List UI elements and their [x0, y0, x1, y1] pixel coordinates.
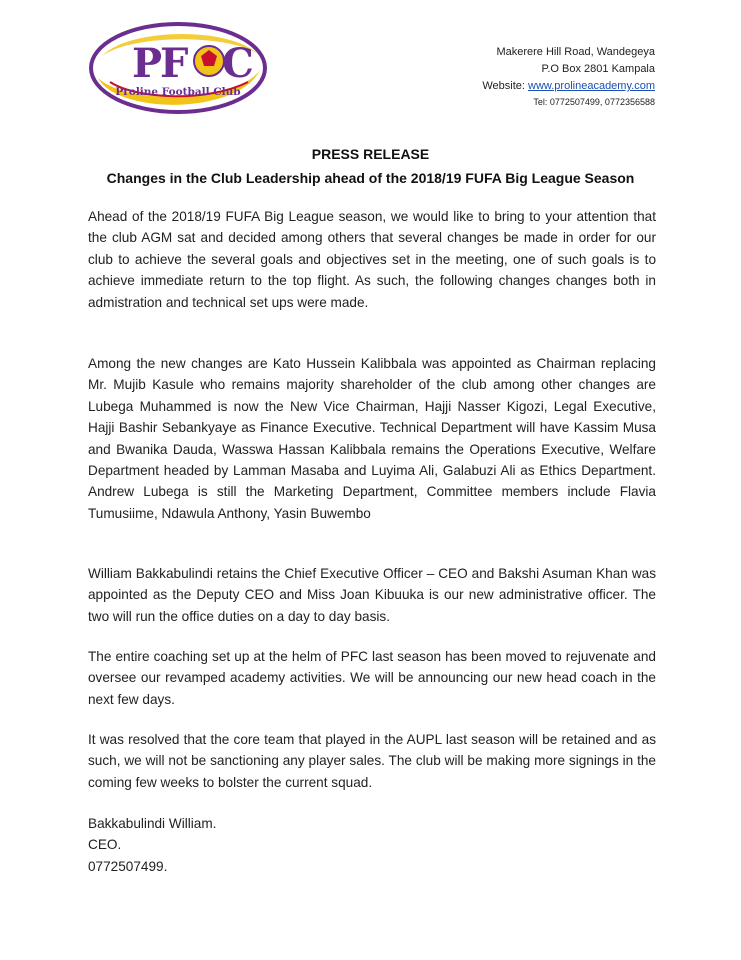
paragraph-1: Ahead of the 2018/19 FUFA Big League season, we would like to bring to your attention that the club AGM sat and decided among others that several changes be made in order for our club to achieve the several goals and objectives set in the meeting, one of such goals is to achieve immediate return to the top flight. As such, the following changes changes both in admistration and technical set ups were made.: [88, 209, 656, 310]
telephone-line: Tel: 0772507499, 0772356588: [533, 97, 655, 107]
contact-block: [482, 44, 655, 109]
club-logo: [88, 20, 268, 116]
address-line: Makerere Hill Road, Wandegeya: [496, 46, 655, 58]
signatory-role: CEO.: [88, 837, 122, 853]
signature-block: [88, 813, 216, 877]
paragraph-4: The entire coaching set up at the helm of PFC last season has been moved to rejuvenate and oversee our revamped academy activities. We will be announcing our new head coach in the next few days.: [88, 649, 656, 707]
press-release-title: PRESS RELEASE: [311, 146, 430, 162]
signatory-name: Bakkabulindi William.: [88, 816, 217, 831]
pobox-line: P.O Box 2801 Kampala: [541, 63, 655, 75]
paragraph-3: William Bakkabulindi retains the Chief Executive Officer – CEO and Bakshi Asuman Khan was appointed as the Deputy CEO and Miss Joan Kibuuka is our new administrative officer. The two will run the office duties on a day to day basis.: [88, 566, 656, 624]
website-line: [482, 78, 655, 95]
website-label: Website:: [482, 80, 525, 92]
club-logo-graphic: [88, 20, 268, 116]
paragraph-5: It was resolved that the core team that played in the AUPL last season will be retained and as such, we will not be sanctioning any player sales. The club will be making more signings in the coming few weeks to bolster the current squad.: [88, 732, 656, 790]
logo-letters: P: [132, 40, 163, 87]
svg-text:F: F: [160, 40, 189, 87]
press-release-subtitle: Changes in the Club Leadership ahead of the 2018/19 FUFA Big League Season: [106, 170, 635, 186]
paragraph-2: Among the new changes are Kato Hussein Kalibbala was appointed as Chairman replacing Mr. Mujib Kasule who remains majority shareholder of the club among other changes are Lubega Muhammed is now the New Vice Chairman, Hajji Nasser Kigozi, Legal Executive, Hajji Bashir Sebankyaye as Finance Executive. Technical Department will have Kassim Musa and Bwanika Dauda, Wasswa Hassan Kalibbala remains the Operations Executive, Welfare Department headed by Lamman Masaba and Luyima Ali, Galabuzi Ali as Ethics Department. Andrew Lubega is still the Marketing Department, Committee members include Flavia Tumusiime, Ndawula Anthony, Yasin Buwembo: [88, 356, 656, 521]
logo-club-name: Proline Football Club: [115, 86, 241, 98]
signatory-phone: 0772507499.: [88, 858, 168, 874]
svg-text:C: C: [222, 40, 254, 87]
website-link[interactable]: www.prolineacademy.com: [528, 80, 655, 92]
